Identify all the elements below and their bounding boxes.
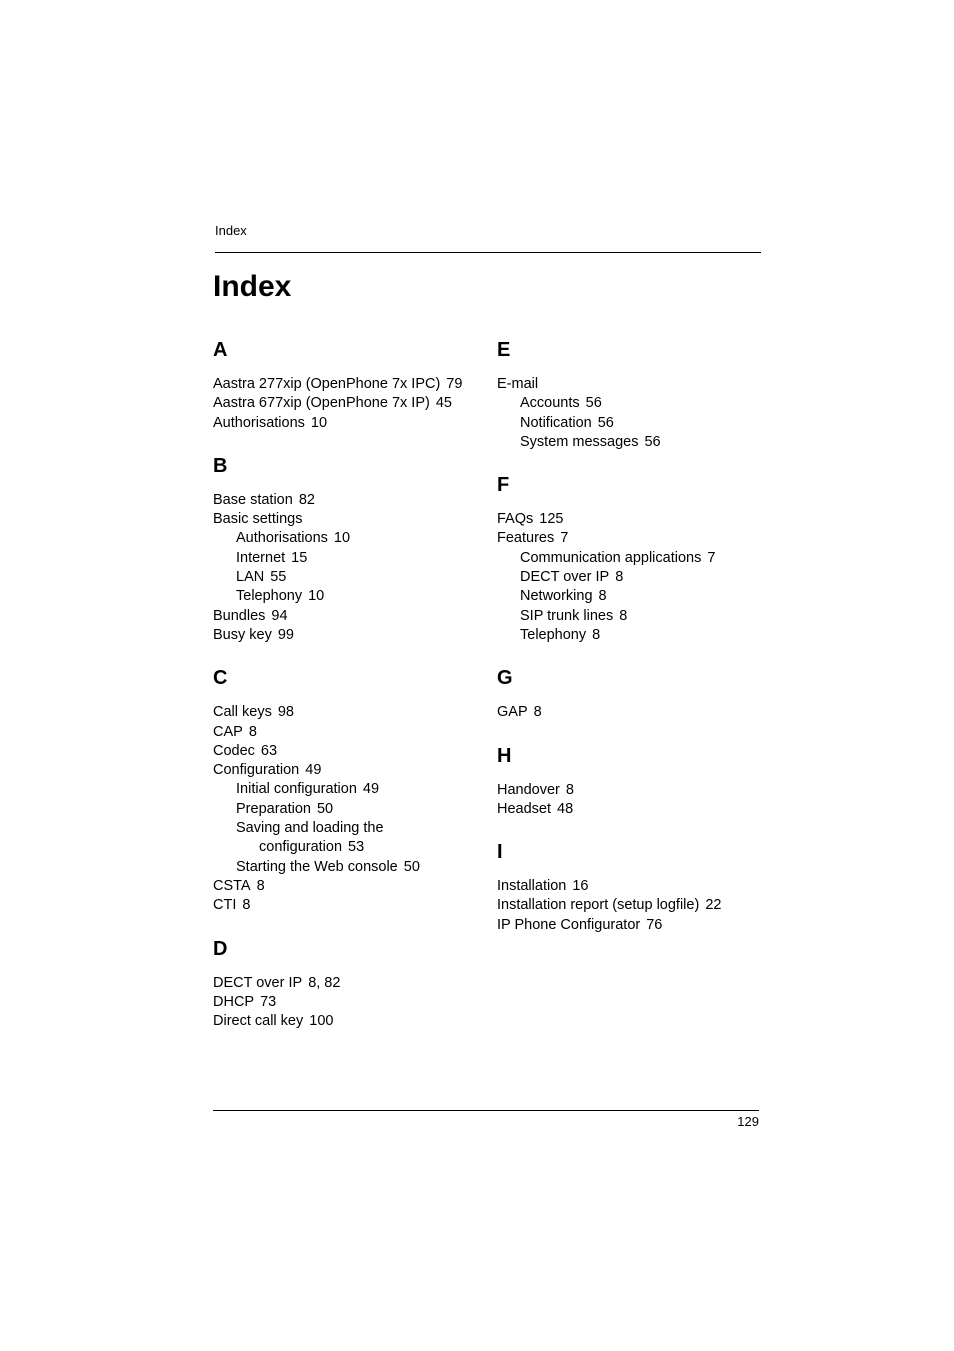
entry-page-ref: 50 bbox=[316, 800, 334, 817]
entry-term: Preparation bbox=[236, 800, 311, 817]
entry-term: SIP trunk lines bbox=[520, 607, 614, 624]
entry-page-ref: 53 bbox=[348, 839, 365, 856]
entry-term: CTI bbox=[213, 897, 237, 914]
entry-page-ref: 10 bbox=[308, 588, 325, 605]
index-entry bbox=[497, 800, 767, 819]
entry-page-ref: 55 bbox=[270, 569, 287, 586]
entry-term: E-mail bbox=[497, 376, 539, 392]
entry-term: Initial configuration bbox=[236, 781, 357, 798]
entry-term: Basic settings bbox=[213, 511, 303, 528]
index-entry bbox=[497, 587, 767, 606]
index-entry bbox=[213, 394, 483, 413]
entry-term: Authorisations bbox=[213, 414, 305, 431]
entry-term: Aastra 677xip (OpenPhone 7x IP) bbox=[213, 395, 430, 412]
entry-term: Call keys bbox=[213, 704, 272, 721]
index-section bbox=[497, 839, 767, 935]
index-section bbox=[213, 665, 483, 915]
index-entry bbox=[497, 916, 767, 935]
entry-term: Configuration bbox=[213, 762, 300, 779]
entry-term: Telephony bbox=[236, 588, 303, 605]
entry-page-ref: 76 bbox=[646, 916, 663, 933]
entry-page-ref: 8 bbox=[565, 781, 574, 798]
entry-term: CAP bbox=[213, 723, 243, 740]
index-entry bbox=[213, 607, 483, 626]
index-entry bbox=[497, 568, 767, 587]
entry-page-ref: 50 bbox=[403, 858, 420, 875]
entry-term: FAQs bbox=[497, 511, 534, 528]
entry-page-ref: 8 bbox=[592, 626, 601, 643]
entry-term: Base station bbox=[213, 491, 293, 508]
index-entry bbox=[497, 703, 767, 722]
entry-page-ref: 49 bbox=[362, 781, 380, 798]
entry-page-ref: 49 bbox=[305, 762, 322, 779]
section-letter: D bbox=[213, 937, 228, 960]
entry-page-ref: 15 bbox=[291, 549, 308, 566]
index-entry bbox=[497, 414, 767, 433]
index-entry bbox=[497, 896, 767, 915]
entry-term: Direct call key bbox=[213, 1013, 304, 1030]
index-entry bbox=[213, 877, 483, 896]
entry-term: Bundles bbox=[213, 607, 266, 624]
index-section bbox=[497, 337, 767, 452]
index-entry bbox=[213, 529, 483, 548]
index-section bbox=[213, 936, 483, 1032]
index-entry bbox=[213, 626, 483, 645]
index-entry bbox=[213, 761, 483, 780]
entry-page-ref: 22 bbox=[705, 897, 722, 914]
entry-page-ref: 8 bbox=[256, 877, 265, 894]
index-entry bbox=[213, 1012, 483, 1031]
entry-term: DHCP bbox=[213, 993, 255, 1010]
page-title: Index bbox=[213, 270, 292, 303]
index-entry bbox=[213, 703, 483, 722]
entry-term: Internet bbox=[236, 549, 286, 566]
entry-page-ref: 8 bbox=[242, 897, 251, 914]
header-rule bbox=[215, 252, 761, 253]
entry-page-ref: 8 bbox=[533, 704, 542, 721]
index-entry bbox=[213, 414, 483, 433]
section-letter: C bbox=[213, 667, 228, 690]
index-entry bbox=[213, 742, 483, 761]
index-section bbox=[497, 665, 767, 722]
entry-term: LAN bbox=[236, 569, 265, 586]
entry-term: Starting the Web console bbox=[236, 858, 398, 875]
entry-page-ref: 82 bbox=[298, 491, 315, 508]
index-entry bbox=[213, 800, 483, 819]
entry-page-ref: 56 bbox=[597, 414, 614, 431]
entry-page-ref: 8 bbox=[248, 723, 257, 740]
entry-page-ref: 8 bbox=[615, 569, 624, 586]
entry-term: Installation report (setup logfile) bbox=[497, 897, 700, 914]
entry-term: Networking bbox=[520, 588, 593, 605]
entry-page-ref: 7 bbox=[560, 530, 569, 547]
index-entry bbox=[213, 510, 483, 529]
section-letter: A bbox=[213, 339, 228, 361]
index-entry bbox=[497, 375, 767, 394]
index-entry bbox=[497, 549, 767, 568]
entry-term: Handover bbox=[497, 781, 560, 798]
entry-term: Accounts bbox=[520, 395, 580, 412]
index-entry bbox=[213, 587, 483, 606]
index-entry bbox=[497, 877, 767, 896]
entry-term: GAP bbox=[497, 704, 528, 721]
index-entry bbox=[497, 607, 767, 626]
entry-term: System messages bbox=[520, 433, 639, 450]
section-letter: H bbox=[497, 744, 512, 767]
section-letter: B bbox=[213, 454, 228, 477]
entry-page-ref: 100 bbox=[309, 1013, 334, 1030]
section-letter: I bbox=[497, 841, 503, 864]
entry-term: CSTA bbox=[213, 877, 251, 894]
entry-term: DECT over IP bbox=[213, 974, 303, 991]
entry-term: Headset bbox=[497, 800, 552, 817]
index-entry bbox=[497, 394, 767, 413]
index-entry bbox=[497, 529, 767, 548]
index-entry bbox=[213, 568, 483, 587]
index-column-right bbox=[497, 337, 767, 955]
index-entry bbox=[213, 819, 483, 838]
index-entry bbox=[497, 781, 767, 800]
entry-page-ref: 79 bbox=[446, 376, 463, 392]
entry-page-ref: 125 bbox=[539, 511, 564, 528]
entry-page-ref: 8 bbox=[598, 588, 607, 605]
entry-term: Authorisations bbox=[236, 530, 328, 547]
entry-term: Features bbox=[497, 530, 555, 547]
entry-term: IP Phone Configurator bbox=[497, 916, 641, 933]
section-letter: F bbox=[497, 474, 510, 497]
entry-page-ref: 10 bbox=[333, 530, 351, 547]
running-header: Index bbox=[215, 223, 247, 238]
entry-term: configuration bbox=[259, 839, 343, 856]
index-entry bbox=[497, 626, 767, 645]
index-column-left bbox=[213, 337, 483, 1051]
index-section bbox=[213, 337, 483, 433]
entry-page-ref: 45 bbox=[435, 395, 452, 412]
page-number: 129 bbox=[737, 1114, 759, 1129]
section-letter: E bbox=[497, 339, 511, 361]
entry-page-ref: 63 bbox=[260, 742, 278, 759]
entry-term: Busy key bbox=[213, 626, 272, 643]
entry-page-ref: 8, 82 bbox=[308, 974, 341, 991]
entry-page-ref: 7 bbox=[707, 549, 716, 566]
index-entry bbox=[213, 780, 483, 799]
index-entry bbox=[213, 375, 483, 394]
entry-term: Communication applications bbox=[520, 549, 702, 566]
index-entry bbox=[213, 491, 483, 510]
entry-term: Notification bbox=[520, 414, 592, 431]
index-entry bbox=[213, 838, 483, 857]
section-letter: G bbox=[497, 667, 513, 690]
index-entry bbox=[213, 974, 483, 993]
index-section bbox=[497, 472, 767, 645]
entry-term: DECT over IP bbox=[520, 569, 610, 586]
index-section bbox=[497, 743, 767, 820]
entry-page-ref: 48 bbox=[557, 800, 574, 817]
entry-term: Saving and loading the bbox=[236, 820, 384, 837]
entry-page-ref: 94 bbox=[271, 607, 288, 624]
index-section bbox=[213, 453, 483, 645]
entry-term: Codec bbox=[213, 742, 255, 759]
entry-page-ref: 56 bbox=[644, 433, 661, 450]
entry-page-ref: 98 bbox=[277, 704, 294, 721]
index-entry bbox=[213, 549, 483, 568]
entry-term: Telephony bbox=[520, 626, 587, 643]
footer-rule bbox=[213, 1110, 759, 1111]
index-entry bbox=[213, 858, 483, 877]
index-entry bbox=[213, 993, 483, 1012]
entry-page-ref: 10 bbox=[310, 414, 328, 431]
entry-term: Aastra 277xip (OpenPhone 7x IPC) bbox=[213, 376, 441, 392]
index-entry bbox=[213, 723, 483, 742]
entry-page-ref: 73 bbox=[260, 993, 277, 1010]
entry-term: Installation bbox=[497, 878, 567, 895]
index-entry bbox=[213, 896, 483, 915]
entry-page-ref: 56 bbox=[585, 395, 602, 412]
index-entry bbox=[497, 510, 767, 529]
entry-page-ref: 8 bbox=[619, 607, 628, 624]
entry-page-ref: 16 bbox=[572, 878, 589, 895]
entry-page-ref: 99 bbox=[277, 626, 294, 643]
index-entry bbox=[497, 433, 767, 452]
